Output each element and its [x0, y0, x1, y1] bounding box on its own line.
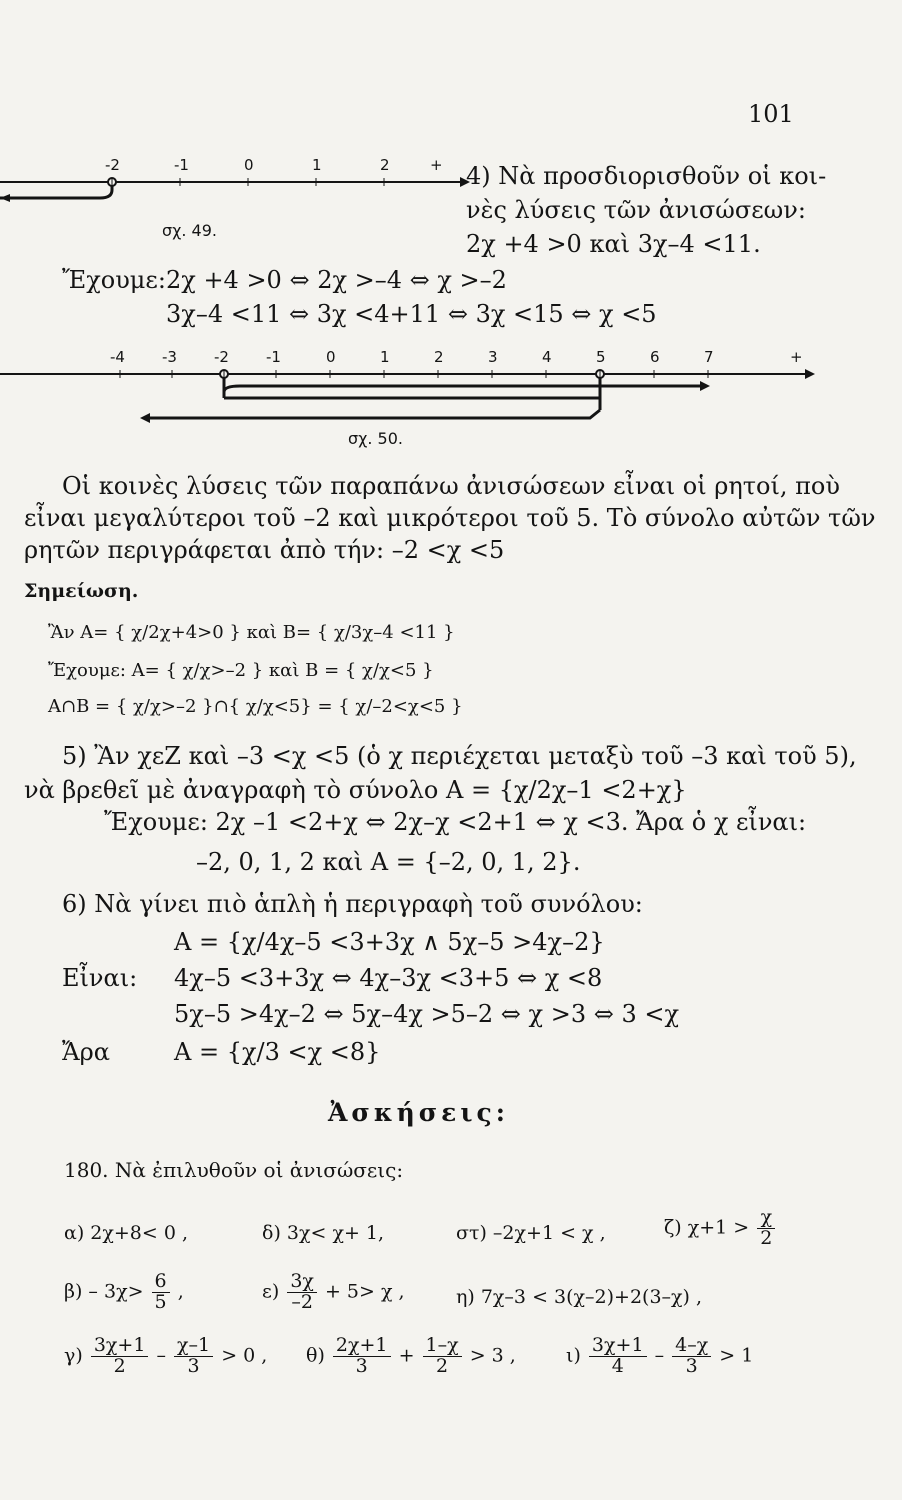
- fraction-denominator: 2: [113, 1354, 126, 1377]
- fraction-denominator: 3: [187, 1354, 200, 1377]
- exercise-b: [64, 1272, 184, 1313]
- exercise-g: [64, 1336, 267, 1377]
- fraction-numerator: 1–χ: [423, 1336, 462, 1357]
- figure-50-number-line: [0, 340, 860, 450]
- exercise-e-fraction: [287, 1272, 317, 1313]
- fraction-numerator: 3χ: [287, 1272, 317, 1293]
- fig49-tick-label: 0: [244, 156, 254, 174]
- exercise-g-rhs: > 0 ,: [221, 1344, 268, 1367]
- exercise-i-fraction2: [672, 1336, 711, 1377]
- fraction-numerator: 4–χ: [672, 1336, 711, 1357]
- exercise-g-label: γ): [64, 1344, 83, 1367]
- exercise-180-intro: 180. Νὰ ἐπιλυθοῦν οἱ ἀνισώσεις:: [64, 1158, 404, 1182]
- item6-eina-label: Εἶναι:: [62, 964, 138, 992]
- item4-line3: 2χ +4 >0 καὶ 3χ–4 <11.: [466, 230, 761, 258]
- fig50-caption: σχ. 50.: [348, 429, 403, 448]
- exercise-b-rhs: ,: [177, 1280, 184, 1303]
- exercise-h: η) 7χ–3 < 3(χ–2)+2(3–χ) ,: [456, 1286, 703, 1308]
- item6-line5: A = {χ/3 <χ <8}: [174, 1038, 381, 1066]
- fig49-tick-label: -1: [174, 156, 189, 174]
- fig50-tick-label: 5: [596, 348, 606, 366]
- fraction-denominator: 5: [154, 1290, 167, 1313]
- para1-line1: Οἱ κοινὲς λύσεις τῶν παραπάνω ἀνισώσεων εἶναι οἱ ρητοί, ποὺ: [62, 472, 840, 500]
- exercise-th-operator: +: [398, 1344, 415, 1367]
- fraction-numerator: 2χ+1: [333, 1336, 391, 1357]
- have-label: Ἔχουμε:: [62, 266, 166, 294]
- exercise-i-fraction1: [589, 1336, 647, 1377]
- fig50-arrow-right: [805, 369, 815, 379]
- note-line3: A∩B = { χ/χ>–2 }∩{ χ/χ<5} = { χ/–2<χ<5 }: [48, 696, 463, 717]
- fraction-numerator: 3χ+1: [91, 1336, 149, 1357]
- exercise-b-lhs: β) – 3χ>: [64, 1280, 144, 1303]
- fig50-tick-label: 7: [704, 348, 714, 366]
- fig50-ray-upper: [224, 386, 700, 398]
- exercise-z-lhs: ζ) χ+1 >: [664, 1216, 750, 1239]
- fraction-numerator: χ: [757, 1208, 775, 1229]
- fraction-denominator: 2: [760, 1226, 773, 1249]
- fraction-denominator: 4: [611, 1354, 624, 1377]
- fraction-numerator: 3χ+1: [589, 1336, 647, 1357]
- item5-line2: νὰ βρεθεῖ μὲ ἀναγραφὴ τὸ σύνολο A = {χ/2χ–1 <2+χ}: [24, 776, 687, 804]
- fig50-tick-label: 4: [542, 348, 552, 366]
- fig49-solution-arrow: [0, 194, 10, 202]
- fig50-tick-label: 3: [488, 348, 498, 366]
- fig50-ray-lower: [150, 410, 600, 418]
- fig50-tick-label: -2: [214, 348, 229, 366]
- exercise-z-fraction: [757, 1208, 775, 1249]
- note-title: Σημείωση.: [24, 580, 139, 602]
- exercise-th-rhs: > 3 ,: [469, 1344, 516, 1367]
- exercise-th-label: θ): [306, 1344, 325, 1367]
- exercise-th-fraction1: [333, 1336, 391, 1377]
- figure-49-number-line: [0, 150, 470, 250]
- exercise-a: α) 2χ+8< 0 ,: [64, 1222, 189, 1244]
- fig50-tick-label: +: [790, 348, 803, 366]
- item5-line1: 5) Ἂν χεZ καὶ –3 <χ <5 (ὁ χ περιέχεται μεταξὺ τοῦ –3 καὶ τοῦ 5),: [62, 742, 857, 770]
- fig49-tick-label: +: [430, 156, 443, 174]
- item4-line1: 4) Νὰ προσδιορισθοῦν οἱ κοι-: [466, 162, 827, 190]
- fig50-tick-label: 6: [650, 348, 660, 366]
- exercise-i-rhs: > 1: [719, 1344, 754, 1367]
- exercise-g-operator: –: [156, 1344, 166, 1367]
- fraction-numerator: 6: [152, 1272, 170, 1293]
- fig49-tick-label: 1: [312, 156, 322, 174]
- exercise-e-rhs: + 5> χ ,: [324, 1280, 405, 1303]
- para1-line2: εἶναι μεγαλύτεροι τοῦ –2 καὶ μικρότεροι τοῦ 5. Τὸ σύνολο αὐτῶν τῶν: [24, 504, 876, 532]
- exercise-g-fraction2: [174, 1336, 213, 1377]
- fraction-denominator: 3: [355, 1354, 368, 1377]
- exercise-g-fraction1: [91, 1336, 149, 1377]
- exercise-d: δ) 3χ< χ+ 1,: [262, 1222, 385, 1244]
- note-line1: Ἂν A= { χ/2χ+4>0 } καὶ B= { χ/3χ–4 <11 }: [48, 622, 455, 643]
- fig49-tick-label: -2: [105, 156, 120, 174]
- item6-line2: A = {χ/4χ–5 <3+3χ ∧ 5χ–5 >4χ–2}: [174, 928, 605, 956]
- item6-line3: 4χ–5 <3+3χ ⇔ 4χ–3χ <3+5 ⇔ χ <8: [174, 964, 603, 992]
- exercise-e: [262, 1272, 405, 1313]
- fig50-ray-lower-arrow: [140, 413, 150, 423]
- exercise-i: [566, 1336, 753, 1377]
- exercise-z: [664, 1208, 777, 1249]
- exercises-heading: Ἀσκήσεις:: [328, 1098, 509, 1127]
- item6-line4: 5χ–5 >4χ–2 ⇔ 5χ–4χ >5–2 ⇔ χ >3 ⇔ 3 <χ: [174, 1000, 680, 1028]
- fraction-numerator: χ–1: [174, 1336, 213, 1357]
- fig50-tick-label: -1: [266, 348, 281, 366]
- item6-ara-label: Ἄρα: [62, 1038, 110, 1066]
- exercise-e-label: ε): [262, 1280, 280, 1303]
- fig50-tick-label: -3: [162, 348, 177, 366]
- fig50-tick-label: 2: [434, 348, 444, 366]
- fig50-tick-label: 0: [326, 348, 336, 366]
- item5-line3: Ἔχουμε: 2χ –1 <2+χ ⇔ 2χ–χ <2+1 ⇔ χ <3. Ἄρα ὁ χ εἶναι:: [104, 808, 807, 836]
- exercise-th-fraction2: [423, 1336, 462, 1377]
- have-row2: 3χ–4 <11 ⇔ 3χ <4+11 ⇔ 3χ <15 ⇔ χ <5: [166, 300, 657, 328]
- fig49-tick-label: 2: [380, 156, 390, 174]
- item5-line4: –2, 0, 1, 2 καὶ A = {–2, 0, 1, 2}.: [196, 848, 581, 876]
- have-row1: 2χ +4 >0 ⇔ 2χ >–4 ⇔ χ >–2: [166, 266, 507, 294]
- fig50-ray-upper-arrow: [700, 381, 710, 391]
- exercise-i-label: ι): [566, 1344, 581, 1367]
- fig50-tick-label: 1: [380, 348, 390, 366]
- exercise-st: στ) –2χ+1 < χ ,: [456, 1222, 606, 1244]
- fraction-denominator: –2: [291, 1290, 313, 1313]
- para1-line3: ρητῶν περιγράφεται ἀπὸ τήν: –2 <χ <5: [24, 536, 505, 564]
- fraction-denominator: 2: [436, 1354, 449, 1377]
- exercise-i-operator: –: [654, 1344, 665, 1367]
- page-number: 101: [748, 100, 794, 128]
- fig49-caption: σχ. 49.: [162, 221, 217, 240]
- exercise-th: [306, 1336, 516, 1377]
- fig49-solution-ray: [0, 182, 112, 198]
- exercise-b-fraction: [152, 1272, 170, 1313]
- item6-line1: 6) Νὰ γίνει πιὸ ἁπλὴ ἡ περιγραφὴ τοῦ συνόλου:: [62, 890, 643, 918]
- item4-line2: νὲς λύσεις τῶν ἀνισώσεων:: [466, 196, 806, 224]
- fig50-tick-label: -4: [110, 348, 125, 366]
- note-line2: Ἔχουμε: A= { χ/χ>–2 } καὶ B = { χ/χ<5 }: [48, 660, 434, 681]
- fraction-denominator: 3: [685, 1354, 698, 1377]
